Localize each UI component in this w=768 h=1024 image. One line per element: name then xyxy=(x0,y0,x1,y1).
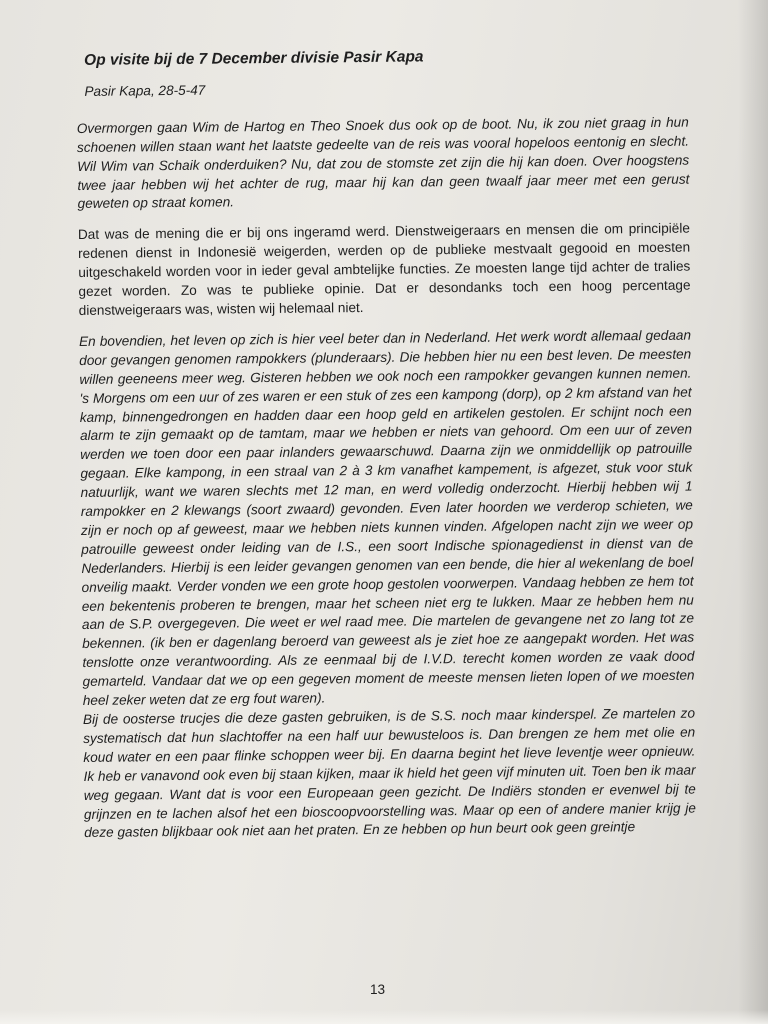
page-shadow xyxy=(738,0,768,1024)
dateline: Pasir Kapa, 28-5-47 xyxy=(84,82,206,99)
page-number: 13 xyxy=(370,982,386,997)
page-title: Op visite bij de 7 December divisie Pasir Kapa xyxy=(83,48,424,69)
page-bottom-edge xyxy=(0,1010,768,1024)
paragraph-1: Overmorgen gaan Wim de Hartog en Theo Snoek dus ook op de boot. Nu, ik zou niet graag in hun schoenen willen staan want het laatste gedeelte van de reis was vooral hopeloos eentonig en slecht. Wil Wim van Schaik onderduiken? Nu, dat zou de stomste zet zijn die hij kan doen. Over hoogstens twee jaar hebben wij het achter de rug, maar hij kan dan geen twaalf jaar meer met een gerust geweten op straat komen. xyxy=(76,114,690,212)
paragraph-3: En bovendien, het leven op zich is hier veel beter dan in Nederland. Het werk wordt allemaal gedaan door gevangen genomen rampokkers (plunderaars). Die hebben hier nu een best leven. De meesten willen geeneens meer weg. Gisteren hebben we ook noch een rampokker gevangen kunnen nemen. 's Morgens om een uur of zes waren er een stuk of zes een kampong (dorp), op 2 km afstand van het kamp, binnengedrongen en hadden daar een hoop geld en artikelen gestolen. Er schijnt noch een alarm te zijn gemaakt op de tamtam, maar we hebben er niets van gehoord. Om een uur of zeven werden we toen door een paar inlanders gewaarschuwd. Daarna zijn we onmiddellijk op patrouille gegaan. Elke kampong, in een straal van 2 à 3 km vanafhet kampement, is afgezet, stuk voor stuk natuurlijk, want we waren slechts met 12 man, en werd volledig onderzocht. Hierbij hebben wij 1 rampokker en 2 klewangs (soort zwaard) gevonden. Even later hoorden we verderop schieten, we zijn er noch op af geweest, maar we hebben niets kunnen vinden. Afgelopen nacht zijn we weer op patrouille geweest onder leiding van de I.S., een soort Indische spionagedienst in dienst van de Nederlanders. Hierbij is een leider gevangen genomen van een bende, die hier al wekenlang de boel onveilig maakt. Verder vonden we een grote hoop gestolen voorwerpen. Vandaag hebben ze hem tot een bekentenis proberen te brengen, maar het scheen niet erg te lukken. Maar ze hebben hem nu aan de S.P. overgegeven. Die weet er wel raad mee. Die martelen de gevangene net zo lang tot ze bekennen. (ik ben er dagenlang beroerd van geweest als je ziet hoe ze aangepakt worden. Het was tenslotte onze verantwoording. Als ze eenmaal bij de I.V.D. terecht komen worden ze vaak dood gemarteld. Vandaar dat we op een gegeven moment de meeste mensen lieten lopen of we moesten heel zeker weten dat ze erg fout waren). xyxy=(78,327,695,709)
paragraph-4: Bij de oosterse trucjes die deze gasten gebruiken, is de S.S. noch maar kinderspel. Ze martelen zo systematisch dat hun slachtoffer na een half uur bewusteloos is. Dan brengen ze hem met olie en koud water en een paar flinke schoppen weer bij. En daarna begint het lieve leventje weer opnieuw. Ik heb er vanavond ook even bij staan kijken, maar ik hield het geen vijf minuten uit. Toen ben ik maar weg gegaan. Want dat is voor een Europeaan geen gezicht. De Indiërs stonden er evenwel bij te grijnzen en te lachen alsof het een bioscoopvoorstelling was. Maar op een of andere manier krijg je deze gasten blijkbaar ook niet aan het praten. En ze hebben op hun beurt ook geen greintje xyxy=(82,705,697,841)
paragraph-2: Dat was de mening die er bij ons ingeramd werd. Dienstweigeraars en mensen die om principiële redenen dienst in Indonesië weigerden, werden op de publieke mestvaalt gegooid en moesten uitgeschakeld worden voor in ieder geval ambtelijke functies. Ze moesten lange tijd achter de tralies gezet worden. Zo was te publieke opinie. Dat er desondanks toch een hoog percentage dienstweigeraars was, wisten wij helemaal niet. xyxy=(77,220,691,318)
page-content xyxy=(76,46,696,844)
